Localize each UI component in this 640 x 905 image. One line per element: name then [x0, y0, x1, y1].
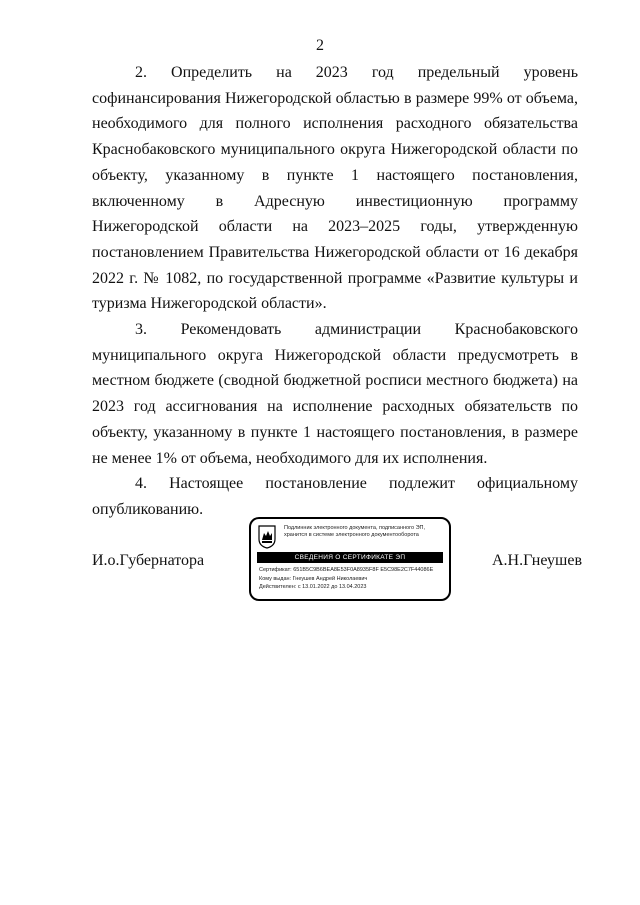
certificate-owner: Кому выдан: Гнеушев Андрей Николаевич	[259, 575, 368, 582]
certificate-validity: Действителен: с 13.01.2022 до 13.04.2023	[259, 584, 367, 590]
certificate-number: Сертификат: 651B5C9B6BEA8E53F0A8935F8F E5C98E2C7F44086E	[259, 567, 434, 573]
signatory-position: И.о.Губернатора	[92, 552, 205, 569]
signatory-name: А.Н.Гнеушев	[492, 552, 582, 569]
stamp-notice: Подлинник электронного документа, подписанного ЭП, хранится в системе электронного документооборота	[284, 525, 426, 538]
paragraph-3: 3. Рекомендовать администрации Краснобаковского муниципального округа Нижегородской области предусмотреть в местном бюджете (сводной бюджетной росписи местного бюджета) на 2023 год ассигнования на исполнение расходных обязательств по объекту, указанному в пункте 1 настоящего постановления, в размере не менее 1% от объема, необходимого для их исполнения.	[92, 321, 578, 467]
electronic-signature-stamp	[249, 517, 451, 601]
paragraph-2: 2. Определить на 2023 год предельный уровень софинансирования Нижегородской областью в размере 99% от объема, необходимого для полного исполнения расходного обязательства Краснобаковского муниципального округа Нижегородской области по объекту, указанному в пункте 1 настоящего постановления, включенному в Адресную инвестиционную программу Нижегородской области на 2023–2025 годы, утвержденную постановлением Правительства Нижегородской области от 16 декабря 2022 г. № 1082, по государственной программе «Развитие культуры и туризма Нижегородской области».	[92, 64, 578, 313]
page-number: 2	[316, 37, 324, 54]
coat-of-arms-icon	[258, 525, 276, 549]
document-body	[92, 60, 578, 523]
paragraph-4: 4. Настоящее постановление подлежит официальному опубликованию.	[92, 475, 578, 518]
certificate-details	[259, 566, 445, 592]
stamp-header: СВЕДЕНИЯ О СЕРТИФИКАТЕ ЭП	[257, 552, 443, 563]
